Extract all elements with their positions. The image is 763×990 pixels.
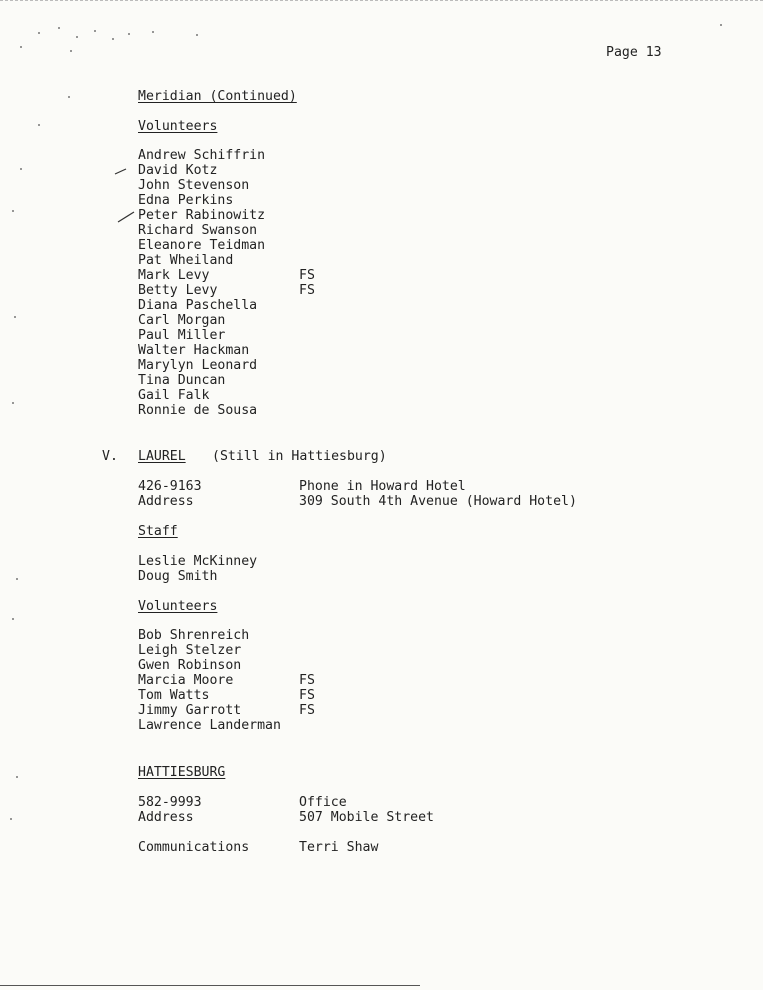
volunteer-name: Gail Falk (138, 388, 210, 403)
volunteer-name: Marcia Moore (138, 673, 234, 688)
volunteer-name: Pat Wheiland (138, 253, 234, 268)
volunteer-name: Lawrence Landerman (138, 718, 281, 733)
communications-label: Communications (138, 840, 250, 855)
volunteer-name: Mark Levy (138, 268, 210, 283)
laurel-address: 309 South 4th Avenue (Howard Hotel) (299, 494, 577, 509)
volunteer-name: Tom Watts (138, 688, 210, 703)
volunteer-name: Diana Paschella (138, 298, 258, 313)
meridian-volunteers-heading: Volunteers (138, 119, 218, 134)
volunteer-name: Carl Morgan (138, 313, 226, 328)
laurel-phone-note: Phone in Howard Hotel (299, 479, 466, 494)
volunteer-name: David Kotz (138, 163, 218, 178)
volunteer-note: FS (299, 688, 315, 703)
volunteer-note: FS (299, 283, 315, 298)
staff-name: Leslie McKinney (138, 554, 258, 569)
laurel-heading: LAUREL (138, 449, 186, 464)
volunteer-name: Richard Swanson (138, 223, 258, 238)
staff-name: Doug Smith (138, 569, 218, 584)
hattiesburg-address: 507 Mobile Street (299, 810, 434, 825)
volunteer-name: Paul Miller (138, 328, 226, 343)
volunteer-name: Leigh Stelzer (138, 643, 242, 658)
volunteer-name: Betty Levy (138, 283, 218, 298)
laurel-subheading: (Still in Hattiesburg) (212, 449, 387, 464)
hattiesburg-phone: 582-9993 (138, 795, 202, 810)
volunteer-name: Bob Shrenreich (138, 628, 250, 643)
volunteer-name: Andrew Schiffrin (138, 148, 266, 163)
bottom-rule (0, 985, 420, 986)
volunteer-name: Ronnie de Sousa (138, 403, 258, 418)
top-edge (0, 0, 763, 1)
volunteer-name: Jimmy Garrott (138, 703, 242, 718)
volunteer-note: FS (299, 268, 315, 283)
volunteer-note: FS (299, 673, 315, 688)
laurel-staff-heading: Staff (138, 524, 178, 539)
communications-contact: Terri Shaw (299, 840, 379, 855)
check-mark-icon (112, 206, 142, 226)
meridian-heading: Meridian (Continued) (138, 89, 297, 104)
volunteer-name: Peter Rabinowitz (138, 208, 266, 223)
volunteer-name: Eleanore Teidman (138, 238, 266, 253)
laurel-phone: 426-9163 (138, 479, 202, 494)
volunteer-name: Marylyn Leonard (138, 358, 258, 373)
hattiesburg-phone-note: Office (299, 795, 347, 810)
laurel-address-label: Address (138, 494, 194, 509)
volunteer-name: Walter Hackman (138, 343, 250, 358)
check-mark-icon (112, 164, 142, 178)
hattiesburg-address-label: Address (138, 810, 194, 825)
laurel-volunteers-heading: Volunteers (138, 599, 218, 614)
page-number: Page 13 (606, 45, 662, 60)
hattiesburg-heading: HATTIESBURG (138, 765, 226, 780)
volunteer-name: Gwen Robinson (138, 658, 242, 673)
volunteer-name: Tina Duncan (138, 373, 226, 388)
volunteer-name: John Stevenson (138, 178, 250, 193)
section-numeral: V. (102, 449, 118, 464)
volunteer-note: FS (299, 703, 315, 718)
volunteer-name: Edna Perkins (138, 193, 234, 208)
